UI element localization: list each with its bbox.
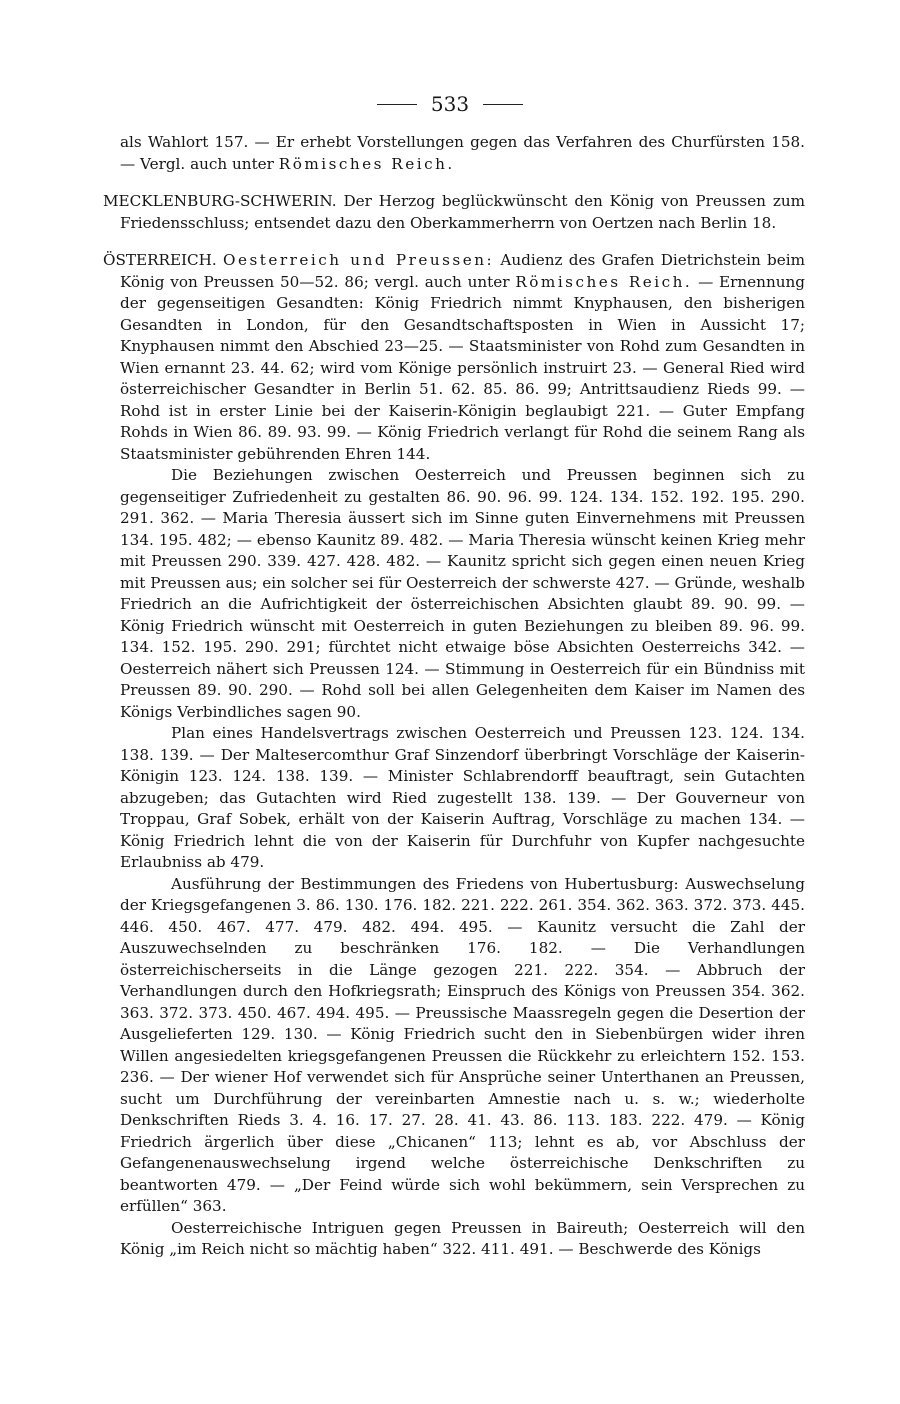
entry-ref: Römisches Reich. [515, 272, 693, 291]
continuation-entry [103, 132, 805, 175]
paragraph-intrigues: Oesterreichische Intriguen gegen Preussen in Baireuth; Oesterreich will den König „im Reich nicht so mächtig haben“ 322. 411. 491. — Beschwerde des Königs [120, 1218, 805, 1258]
paragraph-relations: Die Beziehungen zwischen Oesterreich und Preussen beginnen sich zu gegenseitiger Zufriedenheit zu gestalten 86. 90. 96. 99. 124. 134. 152. 192. 195. 290. 291. 362. — Maria Theresia äussert sich im Sinne guten Einvernehmens mit Preussen 134. 195. 482; — ebenso Kaunitz 89. 482. — Maria Theresia wünscht keinen Krieg mehr mit Preussen 290. 339. 427. 428. 482. — Kaunitz spricht sich gegen einen neuen Krieg mit Preussen aus; ein solcher sei für Oesterreich der schwerste 427. — Gründe, weshalb Friedrich an die Aufrichtigkeit der österreichischen Absichten glaubt 89. 90. 99. — König Friedrich wünscht mit Oesterreich in guten Beziehungen zu bleiben 89. 96. 99. 134. 152. 195. 290. 291; fürchtet nicht etwaige böse Absichten Oesterreichs 342. — Oesterreich nähert sich Preussen 124. — Stimmung in Oesterreich für ein Bündniss mit Preussen 89. 90. 290. — Rohd soll bei allen Gelegenheiten dem Kaiser im Namen des Königs Verbindliches sagen 90. [120, 466, 805, 721]
oesterreich-first-paragraph [103, 250, 805, 465]
oesterreich-paragraphs [103, 465, 805, 1261]
page-number: 533 [430, 92, 470, 116]
entry-heading: ÖSTERREICH. [103, 251, 217, 269]
paragraph-trade: Plan eines Handelsvertrags zwischen Oesterreich und Preussen 123. 124. 134. 138. 139. — Der Maltesercomthur Graf Sinzendorf überbringt Vorschläge der Kaiserin-Königin 123. 124. 138. 139. — Minister Schlabrendorff beauftragt, sein Gutachten abzugeben; das Gutachten wird Ried zugestellt 138. 139. — Der Gouverneur von Troppau, Graf Sobek, erhält von der Kaiserin Auftrag, Vorschläge zu machen 134. — König Friedrich lehnt die von der Kaiserin für Durchfuhr von Kupfer nachgesuchte Erlaubniss ab 479. [120, 724, 805, 871]
continuation-paragraph [120, 132, 805, 175]
continuation-ref: Römisches Reich. [278, 154, 455, 173]
entry-oesterreich [103, 250, 805, 1261]
entry-heading: MECKLENBURG-SCHWERIN. [103, 192, 337, 210]
header-rule-left [377, 104, 417, 105]
entry-mecklenburg [103, 191, 805, 234]
continuation-text: als Wahlort 157. — Er erhebt Vorstellungen gegen das Verfahren des Churfürsten 158. — Vergl. auch unter [120, 133, 805, 173]
entry-subheading: Oesterreich und Preussen: [223, 251, 495, 269]
paragraph-hubertusburg: Ausführung der Bestimmungen des Friedens von Hubertusburg: Auswechselung der Kriegsgefangenen 3. 86. 130. 176. 182. 221. 222. 261. 354. 362. 363. 372. 373. 445. 446. 450. 467. 477. 479. 482. 494. 495. — Kaunitz versucht die Zahl der Auszuwechselnden zu beschränken 176. 182. — Die Verhandlungen österreichischerseits in die Länge gezogen 221. 222. 354. — Abbruch der Verhandlungen durch den Hofkriegsrath; Einspruch des Königs von Preussen 354. 362. 363. 372. 373. 450. 467. 494. 495. — Preussische Maassregeln gegen die Desertion der Ausgelieferten 129. 130. — König Friedrich sucht den in Siebenbürgen wider ihren Willen angesiedelten kriegsgefangenen Preussen die Rückkehr zu erleichtern 152. 153. 236. — Der wiener Hof verwendet sich für Ansprüche seiner Unterthanen an Preussen, sucht um Durchführung der vereinbarten Amnestie nach u. s. w.; wiederholte Denkschriften Rieds 3. 4. 16. 17. 27. 28. 41. 43. 86. 113. 183. 222. 479. — König Friedrich ärgerlich über diese „Chicanen“ 113; lehnt es ab, vor Abschluss der Gefangenenauswechselung irgend welche österreichische Denkschriften zu beantworten 479. — „Der Feind würde sich wohl bekümmern, sein Versprechen zu erfüllen“ 363. [120, 874, 805, 1215]
page-header [0, 92, 900, 116]
entry-text: Der Herzog beglückwünscht den König von Preussen zum Friedensschluss; entsendet dazu den Oberkammerherrn von Oertzen nach Berlin 18. [120, 192, 806, 232]
index-content [103, 132, 805, 1261]
header-rule-right [483, 104, 523, 105]
entry-text: — Ernennung der gegenseitigen Gesandten: König Friedrich nimmt Knyphausen, den bisherigen Gesandten in London, für den Gesandtschaftsposten in Wien in Aussicht 17; Knyphausen nimmt den Abschied 23—25. — Staatsminister von Rohd zum Gesandten in Wien ernannt 23. 44. 62; wird vom Könige persönlich instruirt 23. — General Ried wird österreichischer Gesandter in Berlin 51. 62. 85. 86. 99; Antrittsaudienz Rieds 99. — Rohd ist in erster Linie bei der Kaiserin-Königin beglaubigt 221. — Guter Empfang Rohds in Wien 86. 89. 93. 99. — König Friedrich verlangt für Rohd die seinem Rang als Staatsminister gebührenden Ehren 144. [120, 272, 806, 463]
entry-text: Audienz des Grafen Dietrichstein beim König von Preussen 50—52. 86; vergl. auch unter [120, 251, 806, 291]
